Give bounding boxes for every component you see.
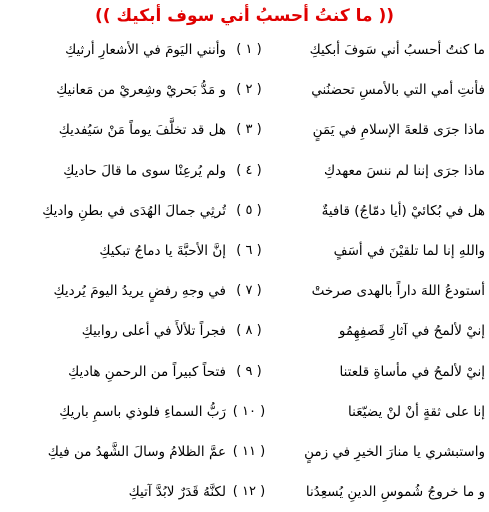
verse-row (0, 352, 489, 392)
verse-row (0, 30, 489, 70)
verse-first-hemistich: فأنتِ أمي التي بالأمسِ تحضنُني (311, 82, 485, 99)
verse-number: ( ١٢ ) (232, 484, 266, 500)
verse-second-hemistich: ولم يُرعِنْا سوى ما قالَ حاديكِ (63, 162, 226, 179)
verse-first-hemistich: هل في بُكائيْ (أيا دمّاجُ) قافيةٌ (321, 202, 485, 219)
verse-second-hemistich: تُرثِي جمالَ الهُدَى في بطنِ واديكِ (42, 202, 226, 219)
verse-row (0, 392, 489, 432)
verse-row (0, 432, 489, 472)
verse-row (0, 151, 489, 191)
verse-first-hemistich: إنيْ لألمحُ في آثارِ قَصفِهِمُو (338, 323, 485, 340)
verse-first-hemistich: ماذا جرَى إننا لم ننسَ معهدكِ (324, 162, 485, 179)
verse-number: ( ٣ ) (236, 122, 262, 138)
verse-number: ( ٦ ) (236, 243, 262, 258)
verse-second-hemistich: إنَّ الأحبَّةَ يا دماجُ تبكيكِ (99, 243, 226, 259)
verse-first-hemistich: إنيْ لألمحُ في مأساةِ قلعتنا (339, 363, 485, 380)
verse-row (0, 231, 489, 271)
verse-second-hemistich: و مَدُّ بَحريْ وشِعريْ من مَعانيكِ (56, 82, 226, 99)
verse-number: ( ١٠ ) (232, 403, 266, 419)
verse-second-hemistich: هل قد تخلَّفَ يوماً مَنْ سَيُفديكِ (58, 122, 226, 139)
verse-first-hemistich: واللهِ إنا لما تلقيْنَ في أسَفٍ (333, 243, 485, 259)
verse-number: ( ٢ ) (236, 82, 262, 98)
verse-number: ( ١١ ) (232, 444, 266, 459)
verse-first-hemistich: واستبشري يا منارَ الخيرِ في زمنٍ (304, 444, 485, 460)
verse-second-hemistich: فتحاً كبيراً من الرحمنِ هاديكِ (68, 363, 226, 380)
verse-number: ( ٨ ) (236, 323, 262, 339)
verse-second-hemistich: رَبُّ السماءِ فلوذي باسمِ باريكِ (59, 403, 226, 420)
poem-title: (( ما كنتُ أحسبُ أني سوف أبكيك )) (94, 6, 394, 26)
verse-first-hemistich: ما كنتُ أحسبُ أني سَوفَ أبكيكِ (309, 42, 485, 58)
verse-first-hemistich: إنا على ثقةٍ أنْ لنْ يضيّعَنا (348, 403, 485, 420)
verse-row (0, 271, 489, 311)
verse-row (0, 472, 489, 512)
verse-row (0, 191, 489, 231)
verse-number: ( ٥ ) (236, 202, 262, 218)
verse-row (0, 110, 489, 150)
verse-number: ( ١ ) (236, 42, 262, 57)
verse-second-hemistich: فجراً تلألأَ في أعلى روابيكِ (81, 323, 226, 340)
verse-row (0, 70, 489, 110)
verse-first-hemistich: و ما خروجُ شُموسِ الدينِ يُسعِدُنا (305, 484, 485, 501)
verse-second-hemistich: لكنَّهُ قَدَرٌ لابُدَّ آتيكِ (128, 484, 226, 501)
verse-number: ( ٧ ) (236, 283, 262, 299)
verse-second-hemistich: وأنني اليَومَ في الأشعارِ أرثيكِ (65, 42, 226, 58)
verse-number: ( ٩ ) (236, 363, 262, 379)
verse-second-hemistich: في وجهِ رفضٍ يريدُ اليومَ يُرديكِ (53, 283, 226, 300)
verse-second-hemistich: عمَّ الظلامُ وسالَ الشَّهدُ من فيكِ (47, 444, 226, 460)
verse-first-hemistich: ماذا جرَى قلعةَ الإسلامِ في يَمَنٍ (312, 122, 485, 139)
poem-verses (0, 30, 489, 512)
verse-row (0, 311, 489, 351)
verse-first-hemistich: أستودعُ اللهَ داراً بالهدى صرختْ (311, 283, 485, 300)
verse-number: ( ٤ ) (236, 162, 262, 178)
